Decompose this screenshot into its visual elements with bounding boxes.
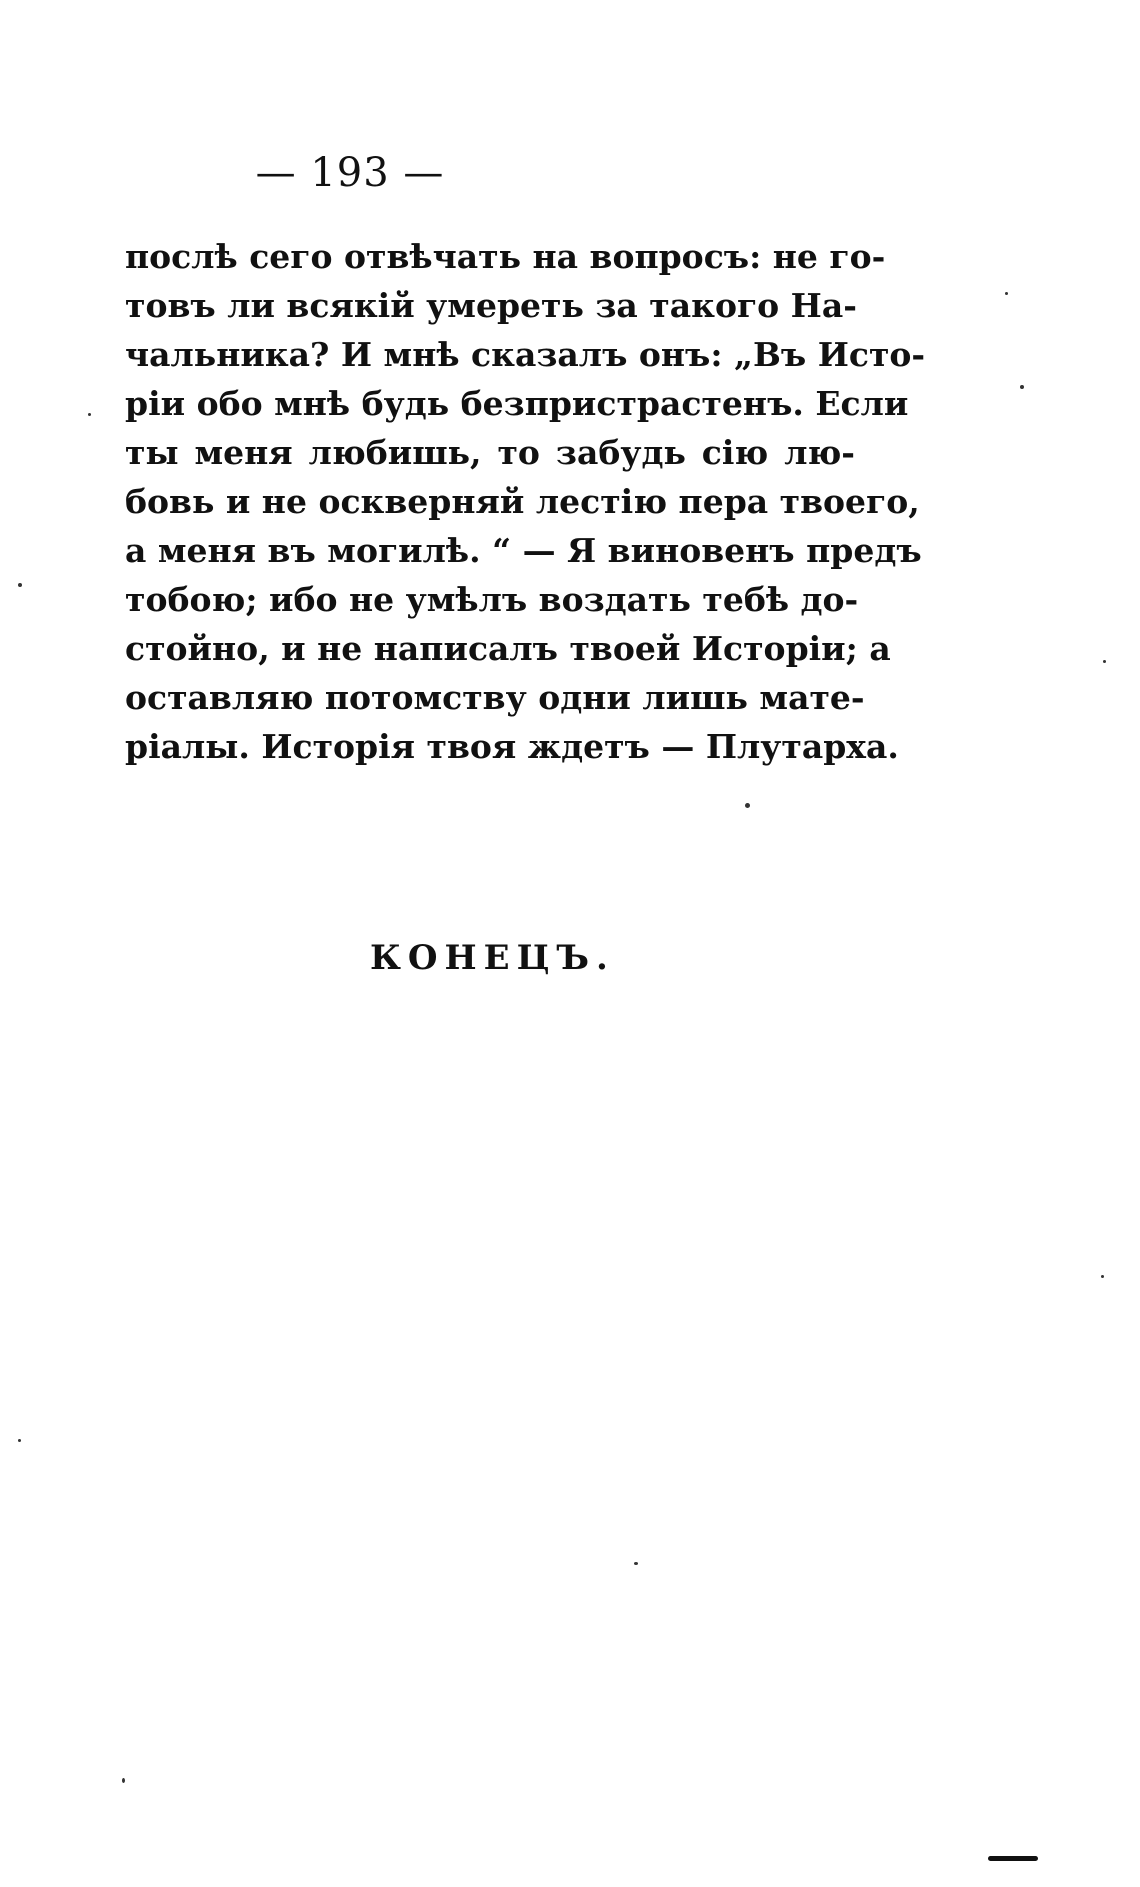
page-number: — 193 — [255,150,445,196]
bottom-dash-mark [988,1856,1038,1861]
text-line: ріи обо мнѣ будь безпристрастенъ. Если [125,384,909,423]
scan-speck [88,413,91,416]
scan-speck [1103,660,1106,663]
scan-speck [1020,385,1024,389]
scan-speck [745,803,750,808]
scan-speck [122,1778,125,1783]
scan-speck [1005,292,1008,295]
text-line: оставляю потомству одни лишь мате- [125,678,865,717]
scan-speck [18,583,22,587]
text-line: а меня въ могилѣ. “ — Я виновенъ предъ [125,531,922,570]
body-text [125,232,926,771]
end-marker: КОНЕЦЪ. [370,938,615,978]
text-line: стойно, и не написалъ твоей Исторіи; а [125,629,891,668]
scan-speck [634,1562,638,1565]
text-line: товъ ли всякій умереть за такого На- [125,286,857,325]
text-line: бовь и не оскверняй лестію пера твоего, [125,482,920,521]
scan-speck [18,1439,21,1442]
text-line: тобою; ибо не умѣлъ воздать тебѣ до- [125,580,859,619]
scan-speck [1101,1275,1104,1278]
text-line: послѣ сего отвѣчать на вопросъ: не го- [125,237,886,276]
text-line: ріалы. Исторія твоя ждетъ — Плутарха. [125,727,899,766]
text-line: ты меня любишь, то забудь сію лю- [125,433,855,472]
text-line: чальника? И мнѣ сказалъ онъ: „Въ Исто- [125,335,926,374]
